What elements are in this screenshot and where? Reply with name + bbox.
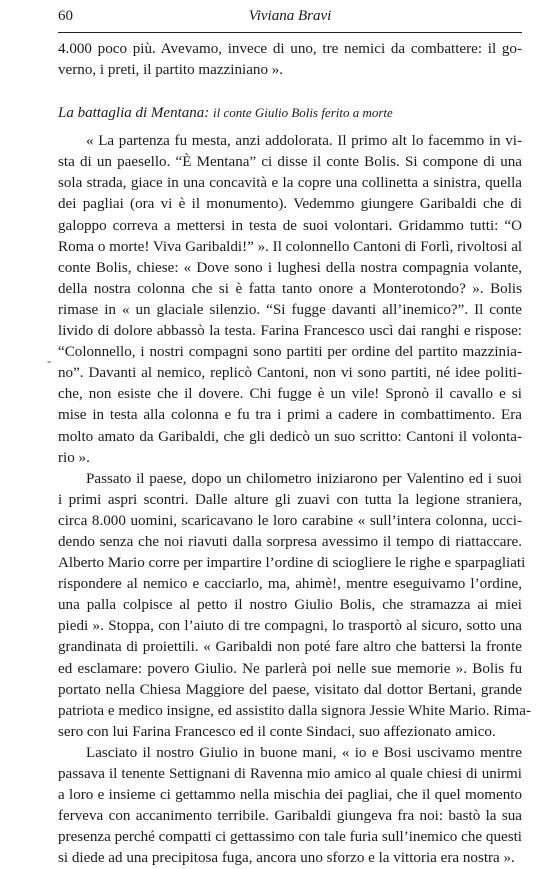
- text-line: livido di dolore abbassò la testa. Farina Francesco uscì dai ranghi e rispose:: [58, 323, 522, 340]
- text-line: patriota e medico insigne, ed assistito dalla signora Jessie White Mario. Rima-: [58, 702, 531, 719]
- text-line: della nostra colonna che si è fatta tanto onore a Monterotondo? ». Bolis: [58, 280, 522, 297]
- text-line: passava il tenente Settignani di Ravenna mio amico al quale chiesi di unirmi: [58, 766, 522, 782]
- text-line: Alberto Mario corre per impartire l’ordine di sciogliere le righe e sparpagliati: [58, 555, 526, 572]
- text-line: presenza perché compatti ci gettassimo con tale furia sull’inemico che questi: [58, 829, 522, 846]
- text-line: sta di un paesello. “È Mentana” ci disse il conte Bolis. Si compone di una: [58, 154, 522, 171]
- text-line: no”. Davanti al nemico, replicò Cantoni, non vi sono partiti, né idee politi-: [58, 365, 522, 382]
- section-title-rest: il conte Giulio Bolis ferito a morte: [213, 105, 393, 121]
- text-line: sola strada, giace in una concavità e la copre una collinetta a sinistra, quella: [58, 175, 522, 192]
- text-line: “Colonnello, i nostri compagni sono partiti per ordine del partito mazzinia-: [58, 344, 522, 361]
- page-header: [58, 4, 522, 33]
- section-title: [58, 103, 522, 123]
- section-title-main: La battaglia di Mentana:: [58, 105, 210, 122]
- text-line: sero con lui Farina Francesco ed il conte Sindaci, suo affezionato amico.: [58, 723, 496, 740]
- text-line: ed esclamare: povero Giulio. Ne parlerà poi nelle sue memorie ». Bolis fu: [58, 660, 522, 677]
- text-line: piedi ». Stoppa, con l’aiuto di tre compagni, lo trasportò al sicuro, sotto una: [58, 618, 522, 635]
- text-line: grandinata di proiettili. « Garibaldi non poté fare altro che battersi la fronte: [58, 639, 522, 656]
- text-line: « La partenza fu mesta, anzi addolorata. Il primo alt lo facemmo in vi-: [86, 133, 522, 150]
- text-line: mise in testa alla colonna e fu tra i primi a cadere in combattimento. Era: [58, 407, 522, 424]
- text-line: portato nella Chiesa Maggiore del paese, visitato dal dottor Bertani, grande: [58, 681, 522, 698]
- text-line: Lasciato il nostro Giulio in buone mani, « io e Bosi uscivamo mentre: [86, 744, 522, 761]
- text-line: ferveva con accanimento terribile. Garibaldi giungeva fra noi: bastò la sua: [58, 808, 522, 825]
- text-line: verno, i preti, il partito mazziniano ».: [58, 62, 284, 79]
- text-line: dendo senza che noi riavuti dalla sorpresa avessimo il tempo di riattaccare.: [58, 533, 522, 550]
- text-line: si diede ad una precipitosa fuga, ancora uno sforzo e la vittoria era nostra ».: [58, 850, 515, 867]
- text-line: rimase in « un glaciale silenzio. “Si fugge davanti all’inemico?”. Il conte: [58, 301, 522, 318]
- running-head: Viviana Bravi: [248, 8, 332, 24]
- text-line: i primi aspri scontri. Dalle alture gli zuavi con tutta la legione straniera,: [58, 491, 522, 508]
- text-line: che, non esiste che il dovere. Chi fugge è un vile! Spronò il cavallo e si: [58, 386, 522, 403]
- text-line: circa 8.000 uomini, scaricavano le loro carabine « sull’intera colonna, ucci-: [58, 512, 522, 529]
- margin-mark: -: [47, 353, 52, 368]
- opening-paragraph: [58, 39, 522, 81]
- text-line: rispondere al nemico e cacciarlo, ma, ahimè!, mentre eseguivamo l’ordine,: [58, 576, 522, 593]
- text-line: Passato il paese, dopo un chilometro iniziarono per Valentino ed i suoi: [86, 470, 522, 487]
- page-number: 60: [58, 8, 73, 24]
- text-line: dei pagliai (ora vi è il monumento). Vedemmo giungere Garibaldi che di: [58, 196, 522, 213]
- text-line: 4.000 poco più. Avevamo, invece di uno, tre nemici da combattere: il go-: [58, 41, 522, 57]
- text-line: Roma o morte! Viva Garibaldi!” ». Il colonnello Cantoni di Forlì, rivoltosi al: [58, 238, 523, 255]
- text-line: molto amato da Garibaldi, che gli dedicò un suo scritto: Cantoni il volonta-: [58, 428, 522, 445]
- text-line: a loro e insieme ci gettammo nella mischia dei pagliai, che il quel momento: [58, 787, 522, 804]
- text-line: conte Bolis, chiese: « Dove sono i lughesi della nostra compagnia volante,: [58, 259, 522, 276]
- paragraph: [58, 131, 522, 469]
- text-line: una palla colpisce al petto il nostro Giulio Bolis, che stramazza ai miei: [58, 597, 522, 614]
- text-line: galoppo correva a mettersi in testa de suoi volontari. Gridammo tutti: “O: [58, 217, 522, 234]
- paragraph: [58, 469, 531, 743]
- paragraph: [58, 743, 522, 869]
- book-page: [58, 0, 531, 869]
- text-line: rio ».: [58, 449, 90, 466]
